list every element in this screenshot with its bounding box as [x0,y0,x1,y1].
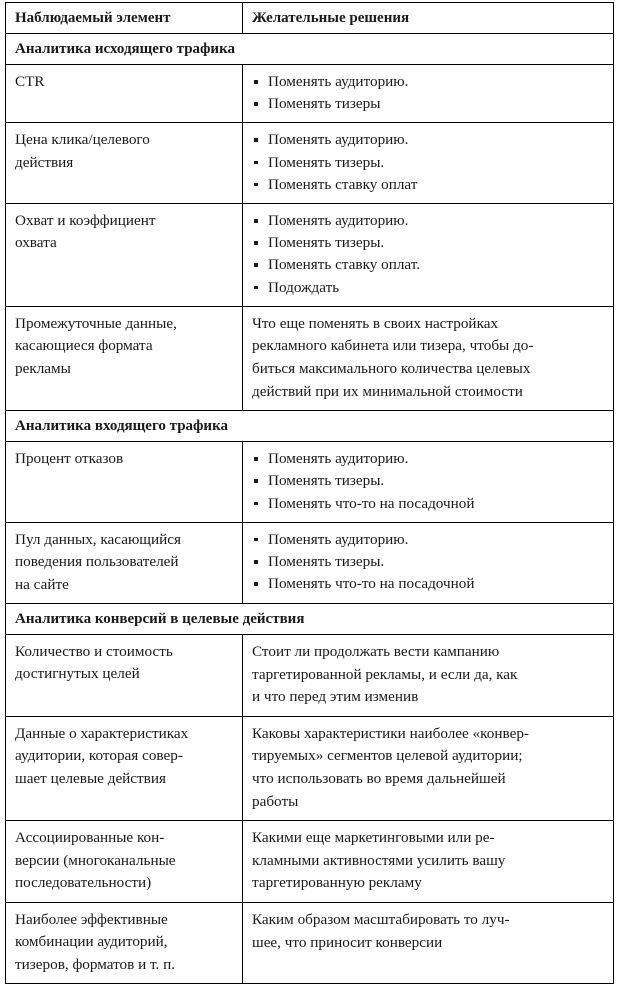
metric-cell [6,522,243,603]
metric-cell [6,635,243,717]
metric-line: шает целевые действия [15,769,166,787]
metrics-table-container [5,2,613,984]
decision-bullet-item: Поменять аудиторию. [252,529,604,551]
table-row [6,204,614,307]
decision-paragraph [252,827,604,895]
decision-bullet-item: Подождать [252,277,604,299]
decision-bullet-list [252,210,604,299]
table-row [6,821,614,903]
decision-cell [243,65,614,123]
table-row [6,522,614,603]
metric-line: Промежуточные данные, [15,314,177,332]
decision-cell [243,635,614,717]
decision-paragraph-line: таргетированную рекламу [252,874,422,892]
decision-bullet-item: Поменять аудиторию. [252,71,604,93]
decision-cell [243,821,614,903]
decision-paragraph-line: Каким образом масштабировать то луч- [252,910,510,928]
decision-cell [243,123,614,204]
metric-line: охвата [15,234,57,252]
decision-paragraph [252,723,604,813]
decision-paragraph-line: Что еще поменять в своих настройках [252,314,499,332]
metric-cell [6,716,243,820]
decision-bullet-list [252,129,604,196]
decision-paragraph-line: шее, что приносит конверсии [252,933,443,951]
metric-line: аудитории, которая совер- [15,747,183,765]
decision-cell [243,716,614,820]
table-row [6,123,614,204]
metric-line: на сайте [15,575,69,593]
metric-line: версии (многоканальные [15,851,176,869]
decision-cell [243,204,614,307]
decision-bullet-item: Поменять ставку оплат. [252,254,604,276]
metric-line: Данные о характеристиках [15,724,189,742]
metric-line: действия [15,153,74,171]
metric-line: Наиболее эффективные [15,910,168,928]
decision-paragraph-line: работы [252,792,299,810]
metric-line: комбинации аудиторий, [15,933,168,951]
table-row [6,716,614,820]
metric-line: тизеров, форматов и т. п. [15,955,176,973]
decision-bullet-item: Поменять тизеры. [252,551,604,573]
metric-cell [6,65,243,123]
decision-paragraph [252,909,604,954]
decision-bullet-item: Поменять что-то на посадочной [252,493,604,515]
decision-paragraph-line: Какими еще маркетинговыми или ре- [252,829,495,847]
decision-bullet-item: Поменять тизеры. [252,470,604,492]
decision-paragraph-line: Каковы характеристики наиболее «конвер- [252,724,529,742]
metric-line: Пул данных, касающийся [15,530,181,548]
decision-paragraph [252,641,604,709]
decision-cell [243,522,614,603]
decision-paragraph-line: биться максимального количества целевых [252,360,531,378]
decision-bullet-list [252,529,604,596]
metric-line: Процент отказов [15,450,124,468]
table-header-row [6,3,614,34]
metric-cell [6,902,243,983]
decision-paragraph-line: рекламного кабинета или тизера, чтобы до- [252,337,534,355]
metric-line: достигнутых целей [15,665,140,683]
decision-bullet-list [252,71,604,115]
table-row [6,902,614,983]
table-row [6,306,614,410]
section-header-row [6,604,614,635]
decision-bullet-item: Поменять аудиторию. [252,448,604,470]
decision-paragraph-line: Стоит ли продолжать вести кампанию [252,643,500,661]
decision-bullet-item: Поменять тизеры. [252,152,604,174]
decision-paragraph-line: и что перед этим изменив [252,688,419,706]
decision-bullet-item: Поменять ставку оплат [252,174,604,196]
table-body [6,34,614,984]
decision-bullet-list [252,448,604,515]
metric-line: рекламы [15,359,71,377]
decision-bullet-item: Поменять тизеры. [252,232,604,254]
metric-line: последовательности) [15,874,152,891]
metric-line: Охват и коэффициент [15,212,156,230]
decision-paragraph [252,313,604,403]
decision-paragraph-line: кламными активностями усилить вашу [252,851,506,869]
column-header-desired-decisions: Желательные решения [243,3,614,34]
decision-paragraph-line: что использовать во время дальнейшей [252,770,506,787]
section-header-row [6,411,614,442]
decision-cell [243,306,614,410]
metric-line: Ассоциированные кон- [15,829,165,847]
metric-line: Цена клика/целевого [15,131,150,149]
table-header [6,3,614,34]
decision-bullet-item: Поменять тизеры [252,93,604,115]
section-title: Аналитика конверсий в целевые действия [6,604,614,635]
metric-line: касающиеся формата [15,337,153,355]
metric-cell [6,204,243,307]
metric-line: поведения пользователей [15,553,179,571]
section-header-row [6,34,614,65]
decision-bullet-item: Поменять что-то на посадочной [252,573,604,595]
section-title: Аналитика входящего трафика [6,411,614,442]
column-header-observed-element: Наблюдаемый элемент [6,3,243,34]
metric-cell [6,306,243,410]
metrics-table [5,2,614,984]
metric-cell [6,821,243,903]
table-row [6,65,614,123]
metric-cell [6,442,243,523]
section-title: Аналитика исходящего трафика [6,34,614,65]
metric-cell [6,123,243,204]
decision-cell [243,902,614,983]
decision-paragraph-line: тируемых» сегментов целевой аудитории; [252,747,523,765]
metric-line: Количество и стоимость [15,643,173,661]
table-row [6,442,614,523]
decision-paragraph-line: действий при их минимальной стоимости [252,382,523,400]
decision-paragraph-line: таргетированной рекламы, и если да, как [252,665,518,683]
metric-line: CTR [15,73,45,90]
decision-cell [243,442,614,523]
decision-bullet-item: Поменять аудиторию. [252,129,604,151]
table-row [6,635,614,717]
decision-bullet-item: Поменять аудиторию. [252,210,604,232]
